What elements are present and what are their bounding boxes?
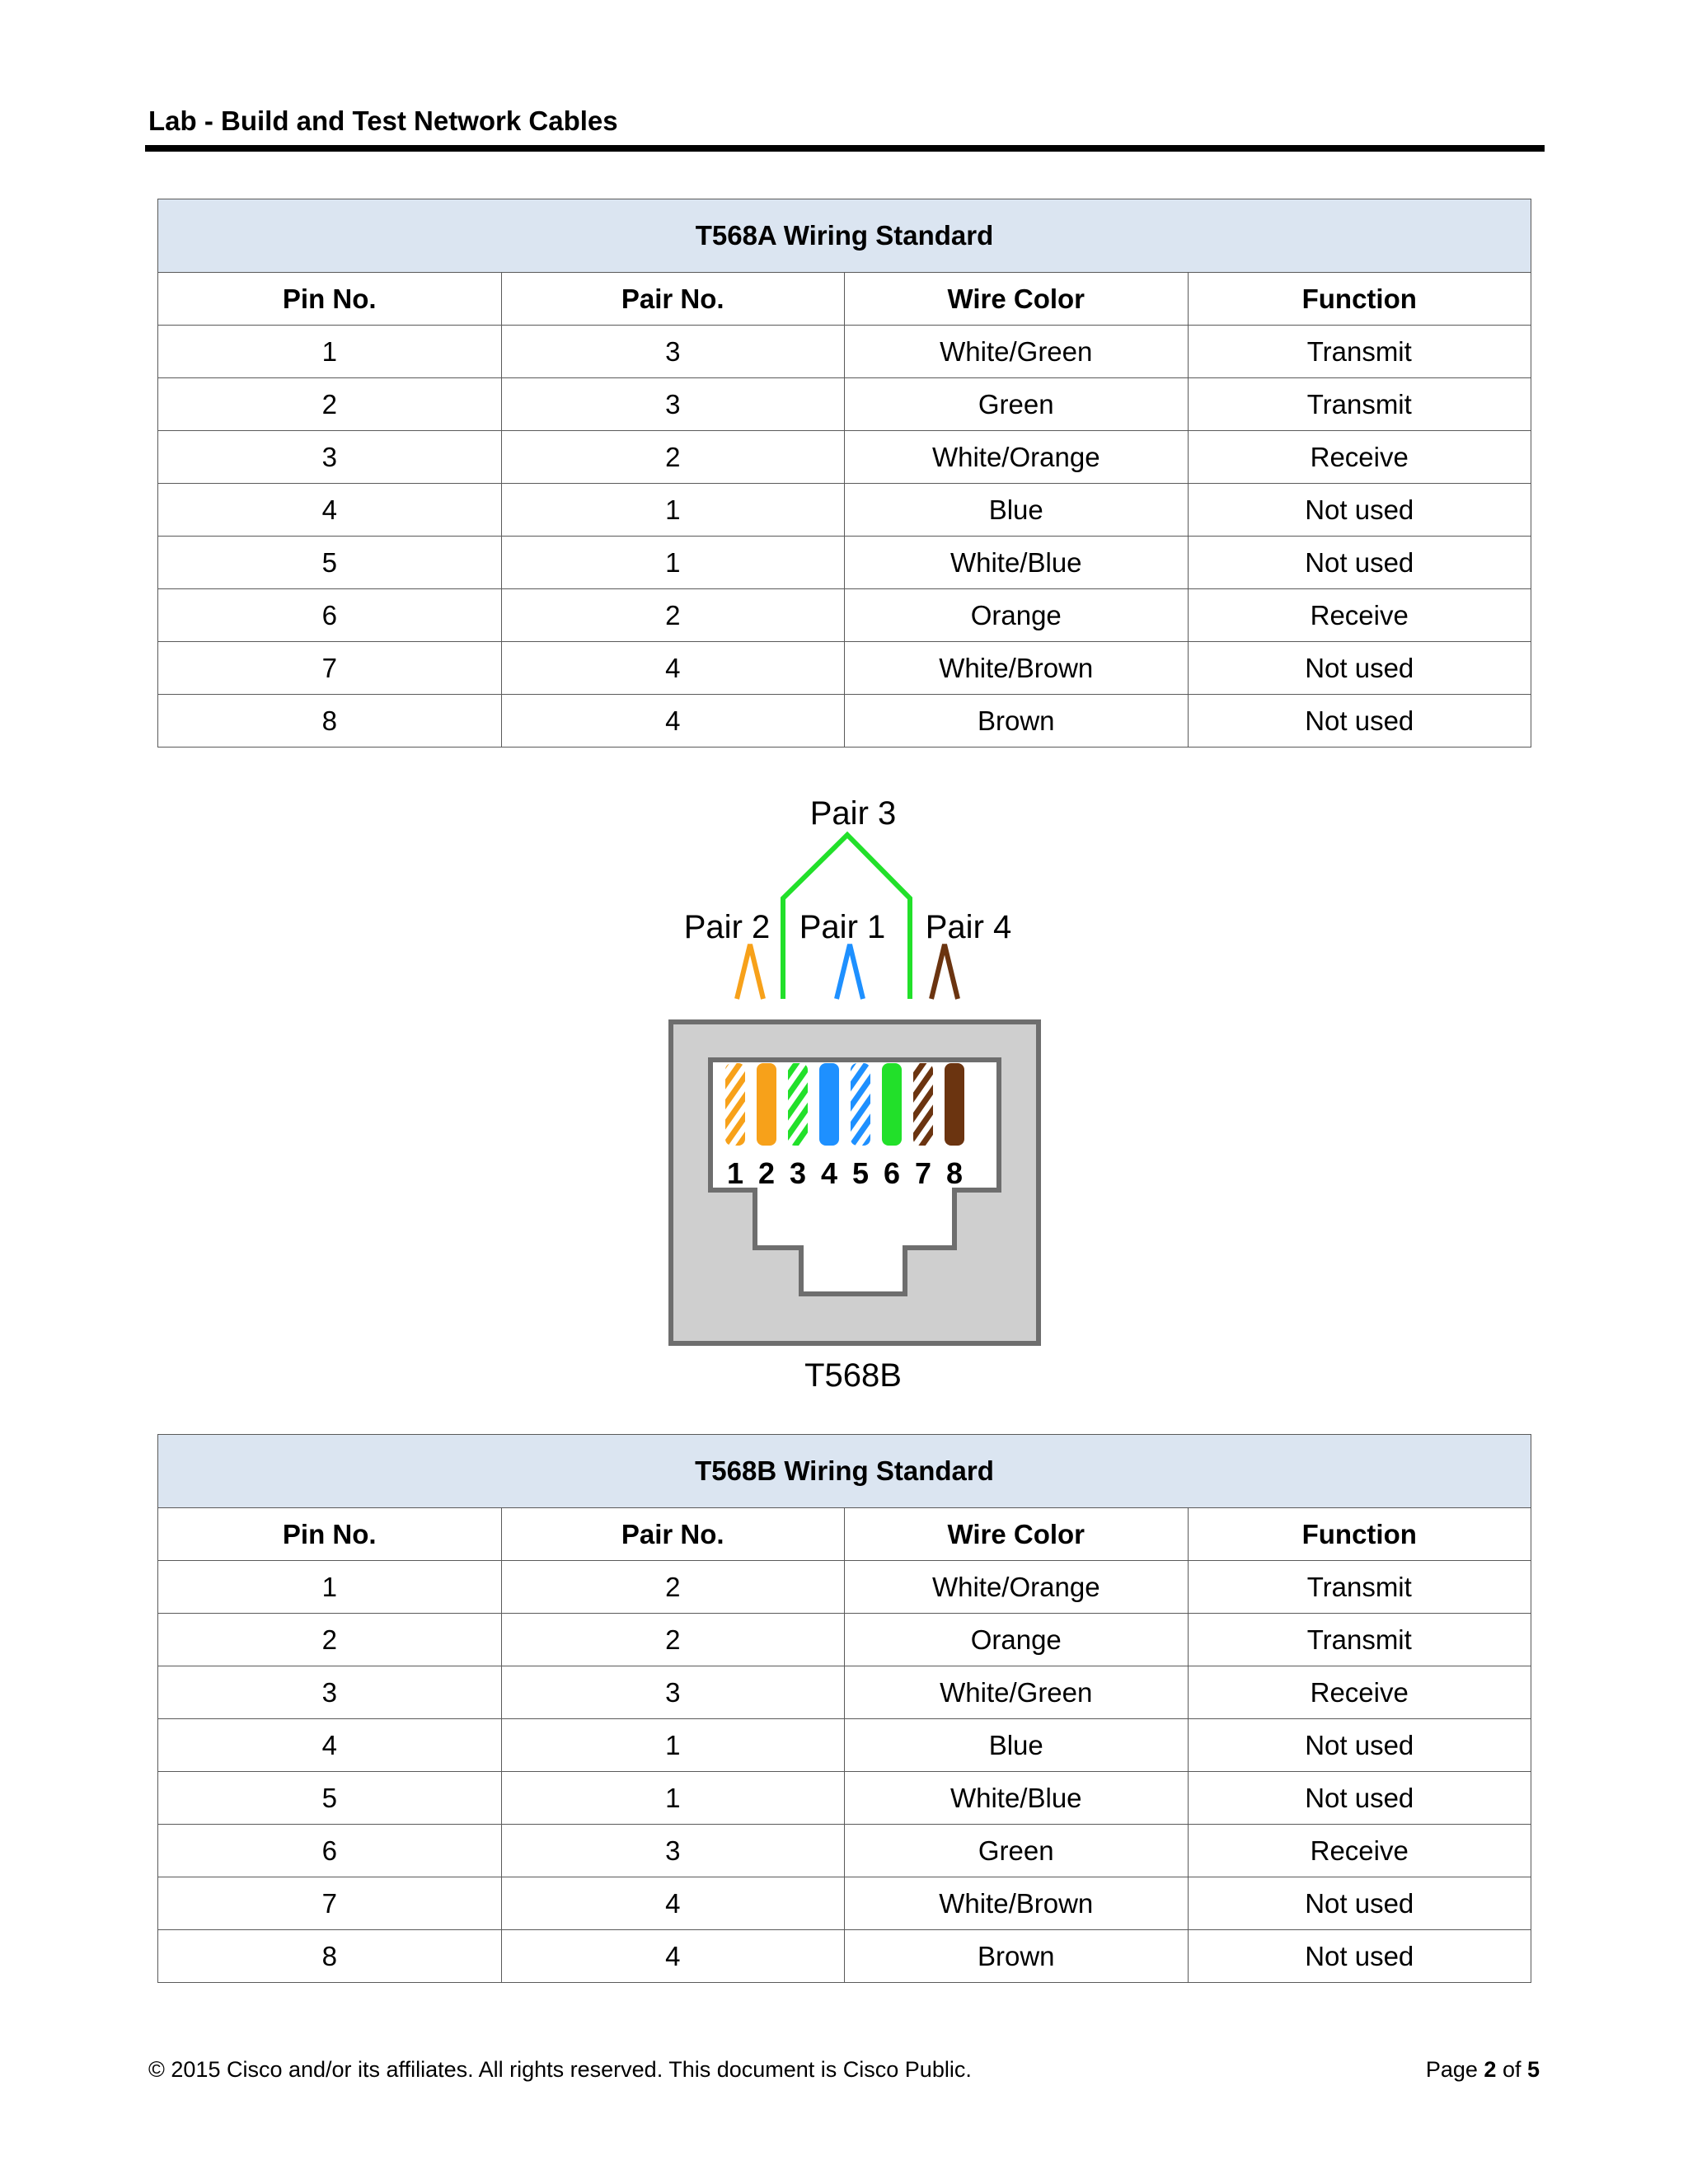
pair-cell: 2 — [501, 1614, 845, 1666]
pin-cell: 5 — [158, 1772, 502, 1825]
color-cell: Blue — [845, 484, 1189, 537]
pair-1-label: Pair 1 — [799, 909, 886, 945]
column-header-pair: Pair No. — [501, 1508, 845, 1561]
pin-cell: 1 — [158, 326, 502, 378]
pin-number-6: 6 — [883, 1156, 901, 1190]
pin-cell: 3 — [158, 431, 502, 484]
table-row — [158, 1825, 1531, 1877]
page-of: of — [1496, 2057, 1527, 2082]
wire-pin-1 — [725, 1063, 745, 1146]
rj45-jack-diagram — [651, 783, 1047, 1393]
color-cell: White/Brown — [845, 642, 1189, 695]
pair-cell: 3 — [501, 378, 845, 431]
color-cell: White/Brown — [845, 1877, 1189, 1930]
color-cell: White/Green — [845, 1666, 1189, 1719]
pin-cell: 8 — [158, 1930, 502, 1983]
column-header-pin: Pin No. — [158, 1508, 502, 1561]
standard-label: T568B — [804, 1357, 902, 1393]
table-row — [158, 431, 1531, 484]
table-row — [158, 1666, 1531, 1719]
function-cell: Receive — [1188, 589, 1531, 642]
wire-pin-3 — [788, 1063, 808, 1146]
pair-3-label: Pair 3 — [809, 795, 897, 832]
function-cell: Not used — [1188, 1877, 1531, 1930]
pin-number-5: 5 — [851, 1156, 870, 1190]
function-cell: Not used — [1188, 695, 1531, 748]
table-row — [158, 1877, 1531, 1930]
pin-number-7: 7 — [914, 1156, 932, 1190]
color-cell: White/Green — [845, 326, 1189, 378]
column-header-pin: Pin No. — [158, 273, 502, 326]
pin-cell: 4 — [158, 1719, 502, 1772]
wire-pin-7 — [913, 1063, 933, 1146]
wire-pin-2 — [757, 1063, 776, 1146]
table-row — [158, 695, 1531, 748]
wire-pin-8 — [945, 1063, 964, 1146]
function-cell: Not used — [1188, 1930, 1531, 1983]
page-total: 5 — [1526, 2057, 1540, 2082]
pin-cell: 8 — [158, 695, 502, 748]
column-header-function: Function — [1188, 1508, 1531, 1561]
page-prefix: Page — [1425, 2057, 1484, 2082]
color-cell: Brown — [845, 695, 1189, 748]
pin-number-4: 4 — [820, 1156, 838, 1190]
column-header-pair: Pair No. — [501, 273, 845, 326]
pair-cell: 3 — [501, 1825, 845, 1877]
pin-number-3: 3 — [789, 1156, 807, 1190]
function-cell: Not used — [1188, 484, 1531, 537]
table-row — [158, 1561, 1531, 1614]
jack-diagram-svg — [651, 783, 1047, 1393]
pin-cell: 4 — [158, 484, 502, 537]
pair-4-caret — [931, 944, 958, 999]
header-rule — [145, 145, 1545, 152]
color-cell: Brown — [845, 1930, 1189, 1983]
pin-number-2: 2 — [757, 1156, 776, 1190]
pin-cell: 2 — [158, 378, 502, 431]
table-row — [158, 589, 1531, 642]
pair-cell: 4 — [501, 1930, 845, 1983]
color-cell: Orange — [845, 589, 1189, 642]
pair-cell: 2 — [501, 431, 845, 484]
pair-cell: 1 — [501, 537, 845, 589]
function-cell: Transmit — [1188, 378, 1531, 431]
table-row — [158, 1772, 1531, 1825]
pair-cell: 1 — [501, 484, 845, 537]
pin-cell: 6 — [158, 589, 502, 642]
footer-copyright: © 2015 Cisco and/or its affiliates. All rights reserved. This document is Cisco Public. — [148, 2057, 972, 2082]
pair-cell: 2 — [501, 589, 845, 642]
color-cell: Blue — [845, 1719, 1189, 1772]
function-cell: Receive — [1188, 431, 1531, 484]
document-header-title: Lab - Build and Test Network Cables — [148, 105, 618, 136]
function-cell: Transmit — [1188, 326, 1531, 378]
table-row — [158, 1614, 1531, 1666]
color-cell: Green — [845, 378, 1189, 431]
color-cell: White/Orange — [845, 431, 1189, 484]
pair-cell: 1 — [501, 1719, 845, 1772]
color-cell: Orange — [845, 1614, 1189, 1666]
table-row — [158, 642, 1531, 695]
function-cell: Receive — [1188, 1666, 1531, 1719]
color-cell: White/Blue — [845, 1772, 1189, 1825]
wire-pin-6 — [882, 1063, 902, 1146]
pin-cell: 3 — [158, 1666, 502, 1719]
pair-4-label: Pair 4 — [925, 909, 1012, 945]
function-cell: Not used — [1188, 642, 1531, 695]
color-cell: White/Blue — [845, 537, 1189, 589]
table-row — [158, 537, 1531, 589]
pair-2-label: Pair 2 — [683, 909, 771, 945]
table-row — [158, 1930, 1531, 1983]
color-cell: White/Orange — [845, 1561, 1189, 1614]
function-cell: Not used — [1188, 1719, 1531, 1772]
table-caption: T568B Wiring Standard — [158, 1435, 1531, 1508]
table-row — [158, 378, 1531, 431]
wire-pin-4 — [819, 1063, 839, 1146]
table-row — [158, 1719, 1531, 1772]
t568b-table — [157, 1434, 1531, 1983]
function-cell: Not used — [1188, 537, 1531, 589]
pair-cell: 4 — [501, 695, 845, 748]
table-row — [158, 326, 1531, 378]
pin-cell: 6 — [158, 1825, 502, 1877]
function-cell: Receive — [1188, 1825, 1531, 1877]
pin-number-8: 8 — [945, 1156, 964, 1190]
column-header-color: Wire Color — [845, 1508, 1189, 1561]
function-cell: Not used — [1188, 1772, 1531, 1825]
pin-cell: 5 — [158, 537, 502, 589]
function-cell: Transmit — [1188, 1614, 1531, 1666]
pair-1-caret — [837, 944, 863, 999]
color-cell: Green — [845, 1825, 1189, 1877]
pin-cell: 2 — [158, 1614, 502, 1666]
pin-cell: 1 — [158, 1561, 502, 1614]
table-row — [158, 484, 1531, 537]
pair-cell: 3 — [501, 1666, 845, 1719]
pair-cell: 4 — [501, 1877, 845, 1930]
wire-pin-5 — [851, 1063, 870, 1146]
pair-2-caret — [737, 944, 763, 999]
pair-cell: 3 — [501, 326, 845, 378]
pin-cell: 7 — [158, 642, 502, 695]
page-current: 2 — [1484, 2057, 1497, 2082]
pin-cell: 7 — [158, 1877, 502, 1930]
pair-cell: 2 — [501, 1561, 845, 1614]
pin-number-1: 1 — [726, 1156, 744, 1190]
column-header-function: Function — [1188, 273, 1531, 326]
footer-page-number — [1426, 2057, 1540, 2083]
pair-cell: 1 — [501, 1772, 845, 1825]
pair-cell: 4 — [501, 642, 845, 695]
column-header-color: Wire Color — [845, 273, 1189, 326]
t568a-table — [157, 199, 1531, 748]
function-cell: Transmit — [1188, 1561, 1531, 1614]
table-caption: T568A Wiring Standard — [158, 199, 1531, 273]
